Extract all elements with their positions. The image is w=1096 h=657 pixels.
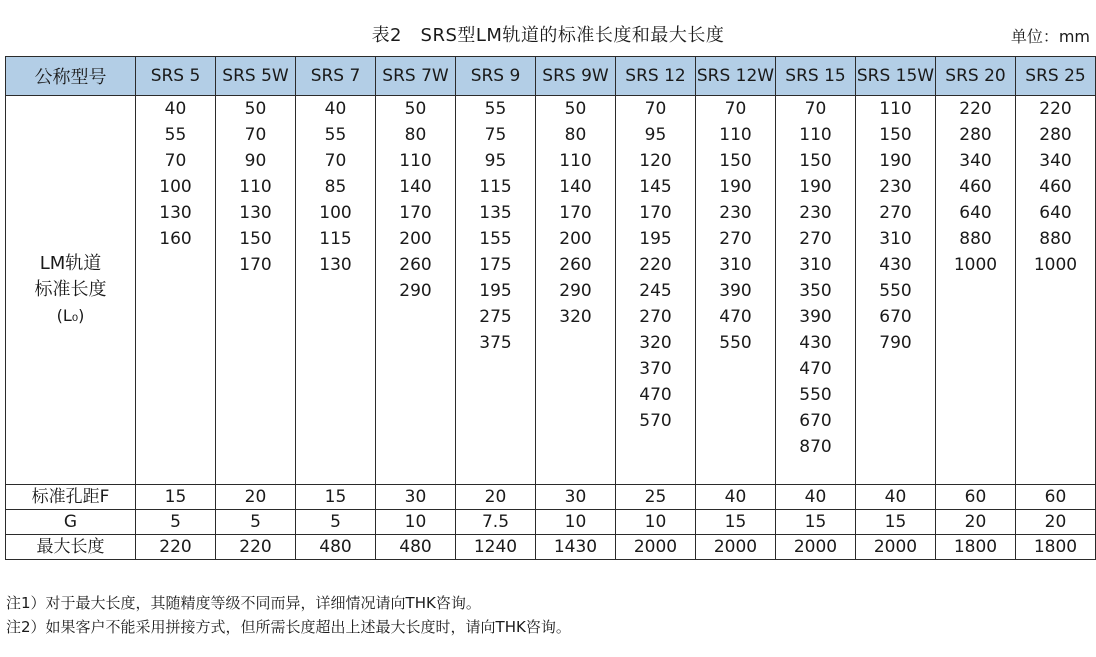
title-bar [0, 0, 1096, 56]
standard-length-value: 50 [564, 99, 587, 119]
max-length-value: 480 [376, 535, 456, 560]
g-value: 15 [776, 510, 856, 535]
standard-length-cell [936, 96, 1016, 485]
note-1: 注1）对于最大长度，其随精度等级不同而异，详细情况请向THK咨询。 [6, 594, 481, 612]
standard-length-value: 270 [879, 203, 912, 223]
standard-length-value: 220 [1039, 99, 1072, 119]
standard-length-value: 460 [1039, 177, 1072, 197]
max-length-value: 220 [216, 535, 296, 560]
standard-length-value: 95 [644, 125, 667, 145]
standard-length-value: 880 [959, 229, 992, 249]
model-header: SRS 25 [1016, 57, 1096, 96]
pitch-value: 25 [616, 485, 696, 510]
max-length-value: 1800 [1016, 535, 1096, 560]
standard-length-value: 340 [959, 151, 992, 171]
standard-length-value: 150 [239, 229, 272, 249]
pitch-value: 40 [696, 485, 776, 510]
max-length-row [6, 535, 1096, 560]
standard-length-value: 270 [799, 229, 832, 249]
standard-length-cell [136, 96, 216, 485]
max-length-value: 2000 [856, 535, 936, 560]
unit-label: 单位：mm [1010, 27, 1090, 46]
standard-length-value: 670 [879, 307, 912, 327]
standard-length-cell [696, 96, 776, 485]
standard-length-value: 110 [239, 177, 272, 197]
g-value: 5 [296, 510, 376, 535]
standard-length-value: 190 [879, 151, 912, 171]
standard-length-value: 550 [719, 333, 752, 353]
standard-length-value: 1000 [953, 255, 998, 275]
g-value: 10 [376, 510, 456, 535]
standard-length-value: 55 [164, 125, 187, 145]
model-header: SRS 5 [136, 57, 216, 96]
model-header: SRS 12 [616, 57, 696, 96]
standard-length-value: 135 [479, 203, 512, 223]
g-value: 5 [136, 510, 216, 535]
standard-length-value: 220 [959, 99, 992, 119]
standard-length-value: 260 [559, 255, 592, 275]
standard-length-cell [856, 96, 936, 485]
standard-length-value: 155 [479, 229, 512, 249]
pitch-value: 15 [136, 485, 216, 510]
standard-length-value: 50 [404, 99, 427, 119]
standard-length-value: 375 [479, 333, 512, 353]
max-length-label: 最大长度 [6, 535, 136, 560]
model-header: SRS 9W [536, 57, 616, 96]
standard-length-value: 40 [164, 99, 187, 119]
standard-length-value: 550 [799, 385, 832, 405]
g-value: 10 [536, 510, 616, 535]
notes [6, 591, 571, 639]
standard-length-label-line3: (L₀) [56, 306, 85, 325]
standard-length-value: 70 [644, 99, 667, 119]
standard-length-value: 245 [639, 281, 672, 301]
standard-length-cell [776, 96, 856, 485]
standard-length-value: 80 [564, 125, 587, 145]
standard-length-value: 290 [559, 281, 592, 301]
table-title: 表2 SRS型LM轨道的标准长度和最大长度 [371, 25, 725, 46]
standard-length-value: 55 [484, 99, 507, 119]
standard-length-value: 870 [799, 437, 832, 457]
standard-length-value: 150 [879, 125, 912, 145]
pitch-row [6, 485, 1096, 510]
pitch-value: 40 [856, 485, 936, 510]
pitch-value: 40 [776, 485, 856, 510]
standard-length-value: 120 [639, 151, 672, 171]
g-value: 20 [936, 510, 1016, 535]
max-length-value: 1800 [936, 535, 1016, 560]
standard-length-label-line2: 标准长度 [34, 279, 107, 300]
standard-length-value: 350 [799, 281, 832, 301]
standard-length-value: 260 [399, 255, 432, 275]
standard-length-value: 460 [959, 177, 992, 197]
g-value: 15 [856, 510, 936, 535]
standard-length-value: 70 [804, 99, 827, 119]
standard-length-value: 640 [959, 203, 992, 223]
standard-length-value: 790 [879, 333, 912, 353]
g-value: 7.5 [456, 510, 536, 535]
standard-length-value: 270 [719, 229, 752, 249]
g-label: G [6, 510, 136, 535]
max-length-value: 2000 [616, 535, 696, 560]
standard-length-value: 110 [719, 125, 752, 145]
standard-length-value: 140 [559, 177, 592, 197]
max-length-value: 1430 [536, 535, 616, 560]
standard-length-value: 140 [399, 177, 432, 197]
g-value: 15 [696, 510, 776, 535]
standard-length-value: 170 [399, 203, 432, 223]
standard-length-label [6, 96, 136, 485]
standard-length-value: 100 [159, 177, 192, 197]
note-2: 注2）如果客户不能采用拼接方式，但所需长度超出上述最大长度时，请向THK咨询。 [6, 618, 571, 636]
model-header: SRS 15W [856, 57, 936, 96]
max-length-value: 220 [136, 535, 216, 560]
standard-length-value: 100 [319, 203, 352, 223]
model-header: SRS 15 [776, 57, 856, 96]
standard-length-value: 110 [559, 151, 592, 171]
standard-length-value: 160 [159, 229, 192, 249]
standard-length-value: 40 [324, 99, 347, 119]
standard-length-value: 70 [244, 125, 267, 145]
model-header: SRS 12W [696, 57, 776, 96]
max-length-value: 480 [296, 535, 376, 560]
standard-length-value: 110 [879, 99, 912, 119]
standard-length-value: 130 [319, 255, 352, 275]
standard-length-value: 320 [639, 333, 672, 353]
standard-length-value: 130 [239, 203, 272, 223]
standard-length-value: 310 [799, 255, 832, 275]
standard-length-value: 670 [799, 411, 832, 431]
standard-length-value: 470 [639, 385, 672, 405]
standard-length-value: 390 [799, 307, 832, 327]
standard-length-value: 85 [324, 177, 347, 197]
standard-length-value: 550 [879, 281, 912, 301]
g-value: 5 [216, 510, 296, 535]
standard-length-value: 55 [324, 125, 347, 145]
standard-length-value: 195 [479, 281, 512, 301]
standard-length-value: 70 [164, 151, 187, 171]
standard-length-value: 200 [399, 229, 432, 249]
model-header: SRS 7 [296, 57, 376, 96]
standard-length-cell [536, 96, 616, 485]
standard-length-value: 370 [639, 359, 672, 379]
standard-length-value: 190 [719, 177, 752, 197]
pitch-value: 15 [296, 485, 376, 510]
standard-length-value: 110 [399, 151, 432, 171]
pitch-label: 标准孔距F [6, 485, 136, 510]
standard-length-value: 880 [1039, 229, 1072, 249]
model-header: SRS 9 [456, 57, 536, 96]
standard-length-value: 640 [1039, 203, 1072, 223]
pitch-value: 30 [376, 485, 456, 510]
standard-length-value: 150 [719, 151, 752, 171]
g-value: 20 [1016, 510, 1096, 535]
standard-length-value: 70 [724, 99, 747, 119]
standard-length-label-line1: LM轨道 [39, 253, 102, 274]
standard-length-value: 170 [239, 255, 272, 275]
standard-length-value: 280 [1039, 125, 1072, 145]
standard-length-value: 175 [479, 255, 512, 275]
standard-length-value: 170 [639, 203, 672, 223]
model-header: SRS 20 [936, 57, 1016, 96]
standard-length-cell [376, 96, 456, 485]
standard-length-value: 320 [559, 307, 592, 327]
standard-length-cell [616, 96, 696, 485]
standard-length-value: 195 [639, 229, 672, 249]
standard-length-value: 280 [959, 125, 992, 145]
header-label-cell: 公称型号 [6, 57, 136, 96]
standard-length-value: 230 [799, 203, 832, 223]
standard-length-value: 230 [879, 177, 912, 197]
standard-length-value: 115 [479, 177, 512, 197]
pitch-value: 60 [1016, 485, 1096, 510]
standard-length-value: 90 [244, 151, 267, 171]
standard-length-cell [1016, 96, 1096, 485]
srs-rail-length-table [5, 56, 1096, 560]
standard-length-value: 150 [799, 151, 832, 171]
standard-length-value: 290 [399, 281, 432, 301]
model-header: SRS 7W [376, 57, 456, 96]
max-length-value: 1240 [456, 535, 536, 560]
standard-length-cell [456, 96, 536, 485]
standard-length-value: 145 [639, 177, 672, 197]
standard-length-value: 470 [799, 359, 832, 379]
standard-length-value: 570 [639, 411, 672, 431]
standard-length-cell [216, 96, 296, 485]
standard-length-value: 220 [639, 255, 672, 275]
pitch-value: 60 [936, 485, 1016, 510]
standard-length-value: 110 [799, 125, 832, 145]
max-length-value: 2000 [696, 535, 776, 560]
standard-length-value: 470 [719, 307, 752, 327]
standard-length-value: 115 [319, 229, 352, 249]
standard-length-value: 390 [719, 281, 752, 301]
standard-length-value: 75 [484, 125, 507, 145]
standard-length-value: 270 [639, 307, 672, 327]
standard-length-row [6, 96, 1096, 485]
standard-length-value: 130 [159, 203, 192, 223]
standard-length-value: 310 [879, 229, 912, 249]
standard-length-value: 1000 [1033, 255, 1078, 275]
pitch-value: 20 [456, 485, 536, 510]
standard-length-value: 170 [559, 203, 592, 223]
standard-length-value: 200 [559, 229, 592, 249]
max-length-value: 2000 [776, 535, 856, 560]
pitch-value: 30 [536, 485, 616, 510]
standard-length-value: 430 [799, 333, 832, 353]
standard-length-value: 340 [1039, 151, 1072, 171]
standard-length-value: 80 [404, 125, 427, 145]
standard-length-value: 310 [719, 255, 752, 275]
standard-length-value: 430 [879, 255, 912, 275]
standard-length-value: 70 [324, 151, 347, 171]
standard-length-cell [296, 96, 376, 485]
standard-length-value: 190 [799, 177, 832, 197]
g-value: 10 [616, 510, 696, 535]
pitch-value: 20 [216, 485, 296, 510]
standard-length-value: 275 [479, 307, 512, 327]
header-row [6, 57, 1096, 96]
standard-length-value: 50 [244, 99, 267, 119]
standard-length-value: 95 [484, 151, 507, 171]
standard-length-value: 230 [719, 203, 752, 223]
g-row [6, 510, 1096, 535]
model-header: SRS 5W [216, 57, 296, 96]
